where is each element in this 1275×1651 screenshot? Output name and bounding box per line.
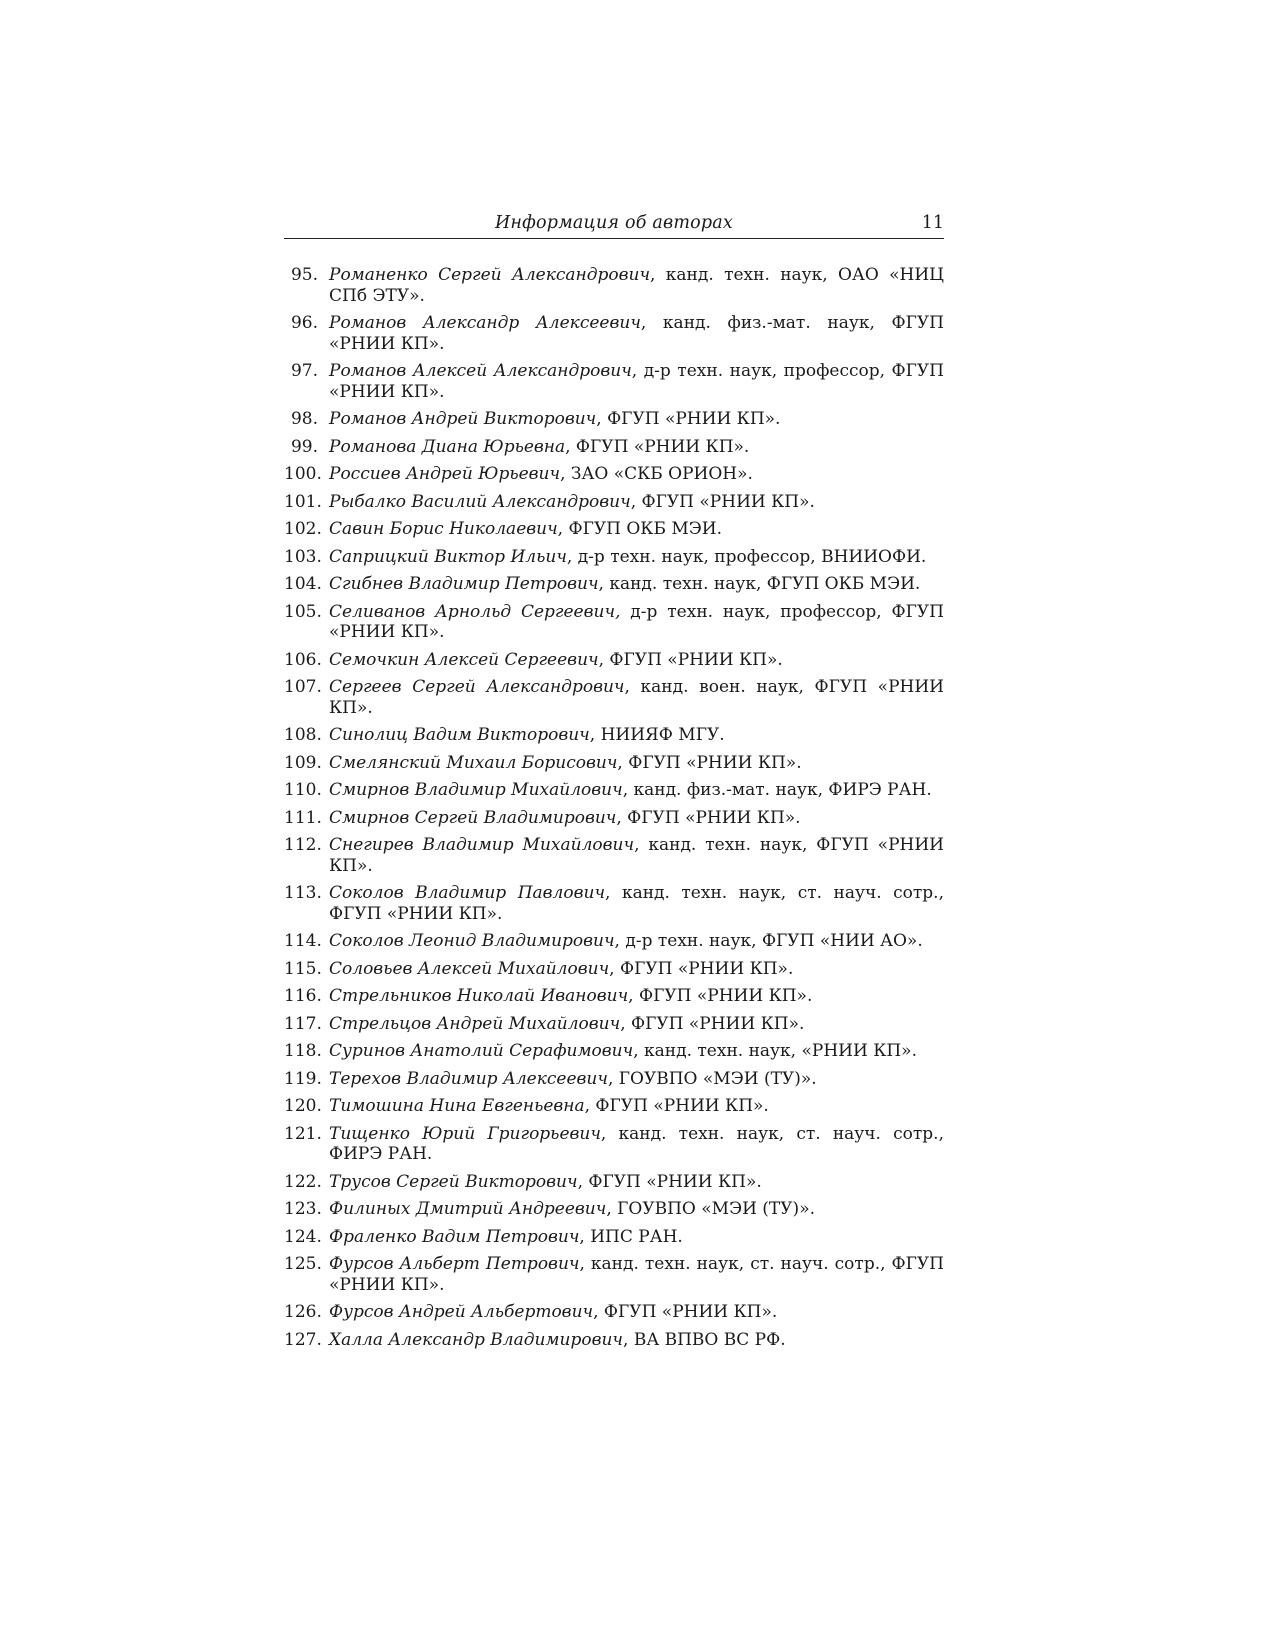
author-name: Фраленко Вадим Петрович [329,1226,580,1247]
author-affiliation: , ФГУП «РНИИ КП». [598,649,783,670]
author-name: Романов Алексей Александрович [329,361,632,381]
page-number: 11 [921,213,944,233]
author-entry [284,808,944,829]
entry-number: 120. [284,1096,322,1116]
author-entry [284,574,944,595]
entry-number: 125. [284,1254,322,1274]
author-name: Смелянский Михаил Борисович [329,752,618,773]
author-entry [284,1069,944,1090]
entry-number: 95. [290,265,318,285]
author-list [284,265,944,1350]
author-entry [284,1302,944,1323]
author-entry [284,1014,944,1035]
author-name: Сергеев Сергей Александрович [329,677,625,697]
author-affiliation: , канд. техн. наук, ФГУП ОКБ МЭИ. [598,574,921,594]
author-entry [284,547,944,568]
author-name: Фурсов Альберт Петрович [329,1254,580,1274]
entry-number: 110. [284,780,322,800]
author-affiliation: , д-р техн. наук, ФГУП «НИИ АО». [614,931,923,951]
author-name: Филиных Дмитрий Андреевич [329,1199,607,1219]
entry-number: 112. [284,835,322,855]
author-entry [284,437,944,458]
author-name: Романов Андрей Викторович [329,409,597,429]
author-name: Стрельцов Андрей Михайлович [329,1013,621,1034]
author-affiliation: , д-р техн. наук, профессор, ФГУП «РНИИ КП». [329,361,944,402]
author-name: Рыбалко Василий Александрович [329,491,631,512]
author-entry [284,959,944,980]
author-affiliation: , ФГУП «РНИИ КП». [593,1302,778,1322]
author-name: Романенко Сергей Александрович [329,265,651,285]
entry-number: 104. [284,574,322,594]
entry-number: 119. [284,1068,322,1089]
entry-number: 101. [284,491,322,512]
author-entry [284,677,944,718]
author-affiliation: , канд. техн. наук, ст. науч. сотр., ФГУП «РНИИ КП». [329,883,944,924]
author-entry [284,1041,944,1062]
author-entry [284,1254,944,1295]
entry-number: 113. [284,883,322,903]
author-affiliation: , ИПС РАН. [579,1226,683,1247]
author-affiliation: , д-р техн. наук, профессор, ВНИИОФИ. [566,546,927,567]
author-entry [284,492,944,513]
author-affiliation: , канд. техн. наук, ФГУП «РНИИ КП». [329,835,945,876]
author-name: Снегирев Владимир Михайлович [329,835,635,855]
author-name: Трусов Сергей Викторович [329,1171,578,1192]
author-entry [284,1227,944,1248]
author-name: Савин Борис Николаевич [329,519,558,539]
author-affiliation: , ФГУП «РНИИ КП». [617,752,802,773]
author-name: Тимошина Нина Евгеньевна [329,1096,585,1116]
entry-number: 105. [284,601,322,622]
author-affiliation: д-р техн. наук, профессор, ФГУП «РНИИ КП». [329,601,944,642]
author-affiliation: , ФГУП «РНИИ КП». [630,491,815,512]
author-entry [284,1199,944,1220]
author-affiliation: , ФГУП «РНИИ КП». [628,986,813,1006]
author-affiliation: , ЗАО «СКБ ОРИОН». [560,464,753,484]
author-affiliation: , ФГУП «РНИИ КП». [577,1171,762,1192]
author-affiliation: , ФГУП «РНИИ КП». [609,958,794,979]
entry-number: 106. [284,649,322,670]
entry-number: 100. [284,464,322,484]
author-entry [284,986,944,1007]
entry-number: 115. [284,958,322,979]
author-entry [284,313,944,354]
entry-number: 103. [284,546,322,567]
author-name: Саприцкий Виктор Ильич [329,546,567,567]
author-name: Семочкин Алексей Сергеевич [329,649,599,670]
entry-number: 126. [284,1302,322,1322]
author-name: Соколов Владимир Павлович [329,883,606,903]
entry-number: 96. [290,313,318,333]
author-affiliation: , ФГУП «РНИИ КП». [596,409,781,429]
author-affiliation: , ФГУП «РНИИ КП». [584,1096,769,1116]
entry-number: 122. [284,1171,322,1192]
author-affiliation: , ФГУП «РНИИ КП». [620,1013,805,1034]
entry-number: 121. [284,1123,322,1144]
author-affiliation: , канд. техн. наук, «РНИИ КП». [633,1041,917,1061]
author-name: Суринов Анатолий Серафимович [329,1041,634,1061]
author-name: Халла Александр Владимирович [329,1329,624,1350]
author-name: Смирнов Сергей Владимирович [329,807,617,828]
author-name: Россиев Андрей Юрьевич [329,464,561,484]
author-affiliation: , ВА ВПВО ВС РФ. [623,1329,786,1350]
author-entry [284,265,944,306]
author-entry [284,1172,944,1193]
author-affiliation: , НИИЯФ МГУ. [589,725,725,745]
author-name: Романова Диана Юрьевна [329,436,566,457]
author-entry [284,753,944,774]
author-affiliation: , ГОУВПО «МЭИ (ТУ)». [607,1068,817,1089]
author-entry [284,409,944,430]
entry-number: 97. [290,361,318,381]
author-affiliation: , канд. техн. наук, ст. науч. сотр., ФИРЭ РАН. [329,1123,944,1164]
author-name: Тищенко Юрий Григорьевич [329,1123,601,1144]
entry-number: 109. [284,752,322,773]
author-entry [284,602,944,643]
entry-number: 98. [290,409,318,429]
entry-number: 102. [284,519,322,539]
author-affiliation: , канд. воен. наук, ФГУП «РНИИ КП». [329,677,944,718]
author-name: Фурсов Андрей Альбертович [329,1302,594,1322]
author-name: Соколов Леонид Владимирович [329,931,615,951]
author-affiliation: , ФГУП «РНИИ КП». [616,807,801,828]
entry-number: 127. [284,1329,322,1350]
author-entry [284,1096,944,1117]
author-entry [284,725,944,746]
author-entry [284,931,944,952]
entry-number: 116. [284,986,322,1006]
author-name: Терехов Владимир Алексеевич [329,1068,608,1089]
author-affiliation: , канд. техн. наук, ст. науч. сотр., ФГУП «РНИИ КП». [329,1254,945,1295]
entry-number: 114. [284,931,322,951]
document-page [284,212,944,1357]
entry-number: 123. [284,1199,322,1219]
author-name: Селиванов Арнольд Сергеевич, [329,601,621,622]
author-entry [284,835,944,876]
running-header [284,212,944,239]
author-entry [284,361,944,402]
author-affiliation: , канд. техн. наук, ОАО «НИЦ СПб ЭТУ». [329,265,944,306]
entry-number: 118. [284,1041,322,1061]
entry-number: 111. [284,807,322,828]
entry-number: 117. [284,1013,322,1034]
author-entry [284,1330,944,1351]
author-affiliation: , канд. физ.-мат. наук, ФГУП «РНИИ КП». [329,313,944,354]
author-name: Синолиц Вадим Викторович [329,725,590,745]
author-name: Романов Александр Алексеевич [329,313,641,333]
author-entry [284,883,944,924]
entry-number: 108. [284,725,322,745]
author-affiliation: , ФГУП «РНИИ КП». [565,436,750,457]
entry-number: 124. [284,1226,322,1247]
author-name: Соловьев Алексей Михайлович [329,958,610,979]
entry-number: 99. [290,436,318,457]
author-affiliation: , ГОУВПО «МЭИ (ТУ)». [606,1199,815,1219]
entry-number: 107. [284,677,322,697]
author-name: Смирнов Владимир Михайлович [329,780,623,800]
author-entry [284,780,944,801]
author-name: Стрельников Николай Иванович [329,986,629,1006]
author-entry [284,464,944,485]
running-title: Информация об авторах [494,213,734,233]
author-name: Сгибнев Владимир Петрович [329,574,599,594]
author-entry [284,1124,944,1165]
author-affiliation: , канд. физ.-мат. наук, ФИРЭ РАН. [622,780,932,800]
author-entry [284,519,944,540]
author-affiliation: , ФГУП ОКБ МЭИ. [557,519,722,539]
author-entry [284,650,944,671]
